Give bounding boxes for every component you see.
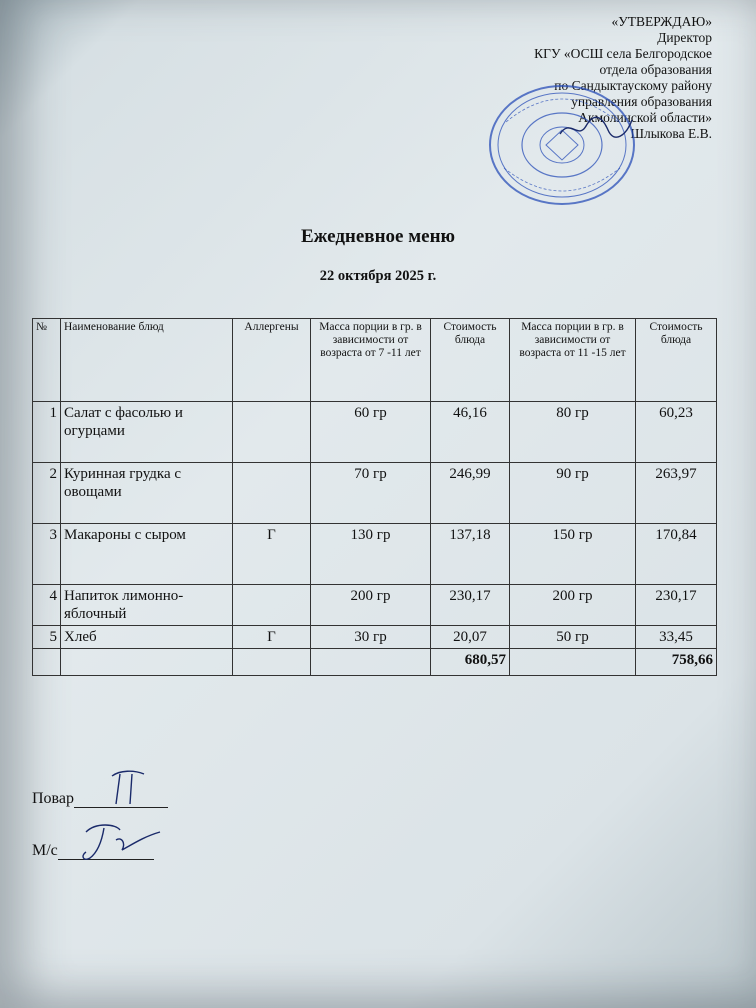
table-row [33,626,717,649]
mass-7-11: 70 гр [311,463,431,524]
row-num: 4 [33,585,61,626]
director-signature [556,112,636,142]
approval-line: Директор [657,30,712,45]
mass-11-15: 150 гр [510,524,636,585]
empty-cell [33,649,61,676]
dish-name: Куринная грудка с овощами [61,463,233,524]
approval-line: КГУ «ОСШ села Белгородское [534,46,712,61]
total-cost-2: 758,66 [636,649,717,676]
nurse-label: М/с [32,842,58,859]
cost-1: 137,18 [431,524,510,585]
mass-7-11: 200 гр [311,585,431,626]
approval-line: отдела образования [599,62,712,77]
col-header-mass-7-11: Масса порции в гр. в зависимости от возраста от 7 -11 лет [311,319,431,402]
dish-name: Напиток лимонно-яблочный [61,585,233,626]
cook-signature [108,766,148,810]
cost-2: 230,17 [636,585,717,626]
dish-name: Салат с фасолью и огурцами [61,402,233,463]
cost-1: 246,99 [431,463,510,524]
col-header-name: Наименование блюд [61,319,233,402]
page-title: Ежедневное меню [300,226,456,247]
dish-name: Макароны с сыром [61,524,233,585]
col-header-mass-11-15: Масса порции в гр. в зависимости от возраста от 11 -15 лет [510,319,636,402]
approval-line: Акмолинской области» [578,110,712,125]
allergen: Г [233,524,311,585]
cook-label: Повар [32,790,74,807]
cost-2: 60,23 [636,402,717,463]
allergen [233,463,311,524]
col-header-cost-1: Стоимость блюда [431,319,510,402]
table-row [33,524,717,585]
cost-2: 263,97 [636,463,717,524]
director-name: Шлыкова Е.В. [630,126,712,141]
row-num: 3 [33,524,61,585]
approval-line: по Сандыктаускому району [554,78,712,93]
mass-11-15: 90 гр [510,463,636,524]
mass-11-15: 50 гр [510,626,636,649]
mass-11-15: 200 гр [510,585,636,626]
col-header-cost-2: Стоимость блюда [636,319,717,402]
table-row [33,585,717,626]
cost-1: 230,17 [431,585,510,626]
empty-cell [311,649,431,676]
empty-cell [61,649,233,676]
allergen: Г [233,626,311,649]
mass-7-11: 60 гр [311,402,431,463]
mass-11-15: 80 гр [510,402,636,463]
cost-2: 33,45 [636,626,717,649]
col-header-allergens: Аллергены [233,319,311,402]
col-header-num: № [33,319,61,402]
cost-1: 46,16 [431,402,510,463]
empty-cell [233,649,311,676]
totals-row [33,649,717,676]
round-stamp [486,82,638,208]
table-header-row [33,319,717,402]
menu-date: 22 октября 2025 г. [319,268,437,284]
allergen [233,402,311,463]
total-cost-1: 680,57 [431,649,510,676]
cost-2: 170,84 [636,524,717,585]
nurse-signature [76,818,166,866]
row-num: 1 [33,402,61,463]
row-num: 5 [33,626,61,649]
cost-1: 20,07 [431,626,510,649]
approval-line: управления образования [571,94,712,109]
row-num: 2 [33,463,61,524]
mass-7-11: 30 гр [311,626,431,649]
empty-cell [510,649,636,676]
mass-7-11: 130 гр [311,524,431,585]
table-row [33,402,717,463]
allergen [233,585,311,626]
approval-line: «УТВЕРЖДАЮ» [611,14,712,29]
menu-table [32,318,717,676]
table-row [33,463,717,524]
dish-name: Хлеб [61,626,233,649]
